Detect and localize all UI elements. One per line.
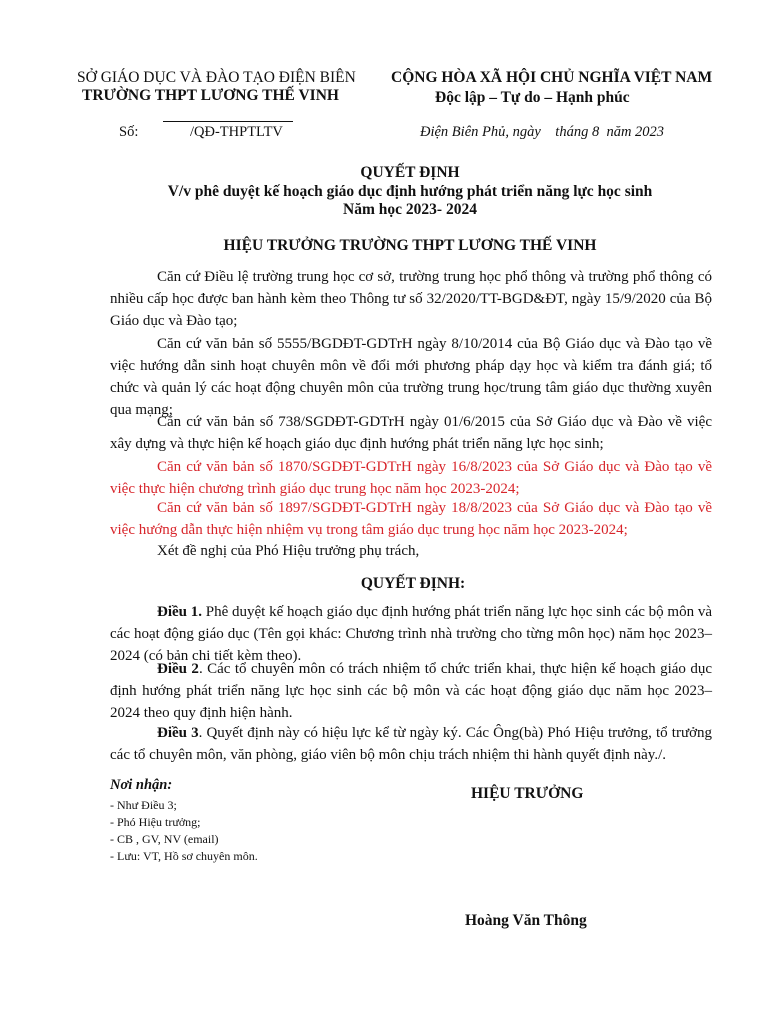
ground-paragraph: Căn cứ Điều lệ trường trung học cơ sở, trường trung học phổ thông và trường phổ thông có nhiều cấp học được ban hành kèm theo Thông tư số 32/2020/TT-BGD&ĐT, ngày 15/9/2020 của Bộ Giáo dục và Đào tạo;	[110, 269, 712, 329]
document-number-code: /QĐ-THPTLTV	[190, 124, 283, 140]
place-date: Điện Biên Phủ, ngày tháng 8 năm 2023	[420, 124, 665, 140]
article-label: Điều 3	[157, 725, 199, 741]
recipient-item: - Lưu: VT, Hồ sơ chuyên môn.	[110, 849, 258, 863]
document-title: QUYẾT ĐỊNH	[360, 164, 460, 181]
recipient-item: - CB , GV, NV (email)	[110, 832, 219, 846]
ground-paragraph-highlighted: Căn cứ văn bản số 1870/SGDĐT-GDTrH ngày 16/8/2023 của Sở Giáo dục và Đào tạo về việc thực hiện chương trình giáo dục trung học năm học 2023-2024;	[110, 459, 712, 497]
document-subject: V/v phê duyệt kế hoạch giáo dục định hướng phát triển năng lực học sinh	[167, 183, 653, 200]
article-label: Điều 2	[157, 661, 199, 677]
issuing-authority: HIỆU TRƯỞNG TRƯỜNG THPT LƯƠNG THẾ VINH	[223, 237, 597, 254]
ground-paragraph: Căn cứ văn bản số 5555/BGDĐT-GDTrH ngày 8/10/2014 của Bộ Giáo dục và Đào tạo về việc hướng dẫn sinh hoạt chuyên môn về đổi mới phương pháp dạy học và kiểm tra đánh giá; tổ chức và quản lý các hoạt động chuyên môn của trường trung học/trung tâm giáo dục thường xuyên qua mạng;	[110, 336, 712, 418]
article-text: . Quyết định này có hiệu lực kể từ ngày ký. Các Ông(bà) Phó Hiệu trưởng, tổ trưởng các tổ chuyên môn, văn phòng, giáo viên bộ môn chịu trách nhiệm thi hành quyết định này./.	[110, 725, 713, 763]
article-2	[110, 658, 712, 724]
decision-heading: QUYẾT ĐỊNH:	[360, 575, 466, 592]
article-text: . Các tổ chuyên môn có trách nhiệm tổ chức triển khai, thực hiện kế hoạch giáo dục định hướng phát triển năng lực học sinh các bộ môn và các hoạt động giáo dục năm học 2023– 2024 theo quy định hiện hành.	[110, 661, 713, 721]
ground-paragraph: Căn cứ văn bản số 738/SGDĐT-GDTrH ngày 01/6/2015 của Sở Giáo dục và Đào về việc xây dựng và thực hiện kế hoạch giáo dục định hướng phát triển năng lực học sinh;	[110, 414, 712, 452]
signer-name: Hoàng Văn Thông	[465, 912, 587, 929]
signer-title: HIỆU TRƯỞNG	[471, 785, 584, 802]
article-text: Phê duyệt kế hoạch giáo dục định hướng phát triển năng lực học sinh các bộ môn và các hoạt động giáo dục (Tên gọi khác: Chương trình nhà trường cho từng môn học) năm học 2023– 2024 (có bản chi tiết kèm theo).	[110, 604, 713, 664]
article-label: Điều 1.	[157, 604, 203, 620]
motto: Độc lập – Tự do – Hạnh phúc	[435, 89, 630, 106]
ground-paragraph: Xét đề nghị của Phó Hiệu trưởng phụ trách,	[157, 543, 420, 559]
recipients-title: Nơi nhận:	[110, 777, 173, 793]
school-year: Năm học 2023- 2024	[343, 201, 477, 218]
article-3	[110, 722, 712, 766]
document-number-label: Số:	[119, 124, 139, 140]
country-name: CỘNG HÒA XÃ HỘI CHỦ NGHĨA VIỆT NAM	[391, 69, 713, 86]
ground-paragraph-highlighted: Căn cứ văn bản số 1897/SGDĐT-GDTrH ngày 18/8/2023 của Sở Giáo dục và Đào tạo về việc hướng dẫn thực hiện nhiệm vụ trong tâm giáo dục trung học năm học 2023-2024;	[110, 500, 712, 538]
department-name: SỞ GIÁO DỤC VÀ ĐÀO TẠO ĐIỆN BIÊN	[77, 69, 356, 86]
recipient-item: - Phó Hiệu trưởng;	[110, 815, 201, 829]
school-name: TRƯỜNG THPT LƯƠNG THẾ VINH	[82, 87, 339, 104]
recipient-item: - Như Điều 3;	[110, 798, 177, 812]
school-underline	[163, 121, 293, 122]
